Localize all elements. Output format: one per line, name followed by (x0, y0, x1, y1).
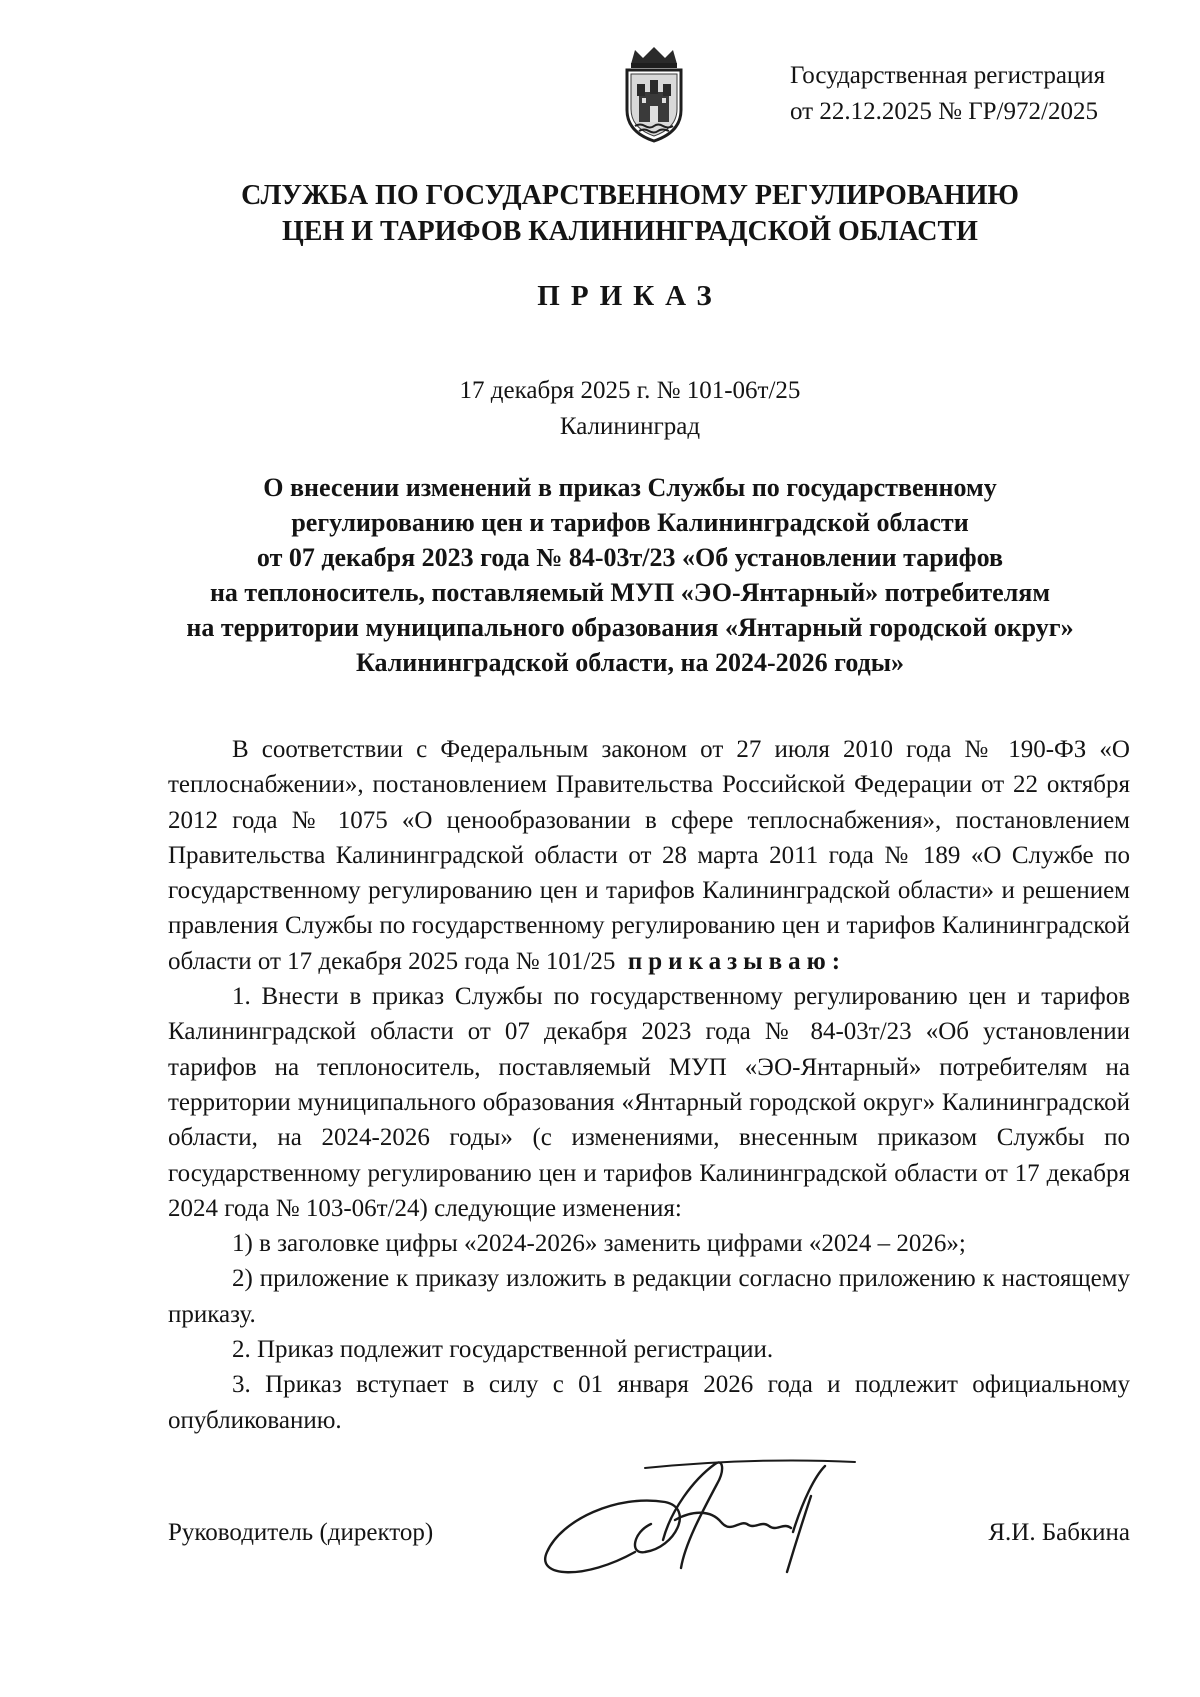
title-line: Калининградской области, на 2024-2026 годы» (355, 648, 905, 677)
organization-line-1: СЛУЖБА ПО ГОСУДАРСТВЕННОМУ РЕГУЛИРОВАНИЮ (241, 180, 1019, 211)
order-item: 2. Приказ подлежит государственной регистрации. (232, 1336, 774, 1364)
order-item: 3. Приказ вступает в силу с 01 января 2026 года и подлежит официальному опубликованию. (168, 1371, 1130, 1434)
signatory-name: Я.И. Бабкина (988, 1519, 1130, 1546)
handwritten-signature (525, 1440, 885, 1590)
order-title (130, 470, 1130, 680)
preamble-text: В соответствии с Федеральным законом от 27 июля 2010 года № 190-ФЗ «О теплоснабжении», постановлением Правительства Российской Федерации от 22 октября 2012 года № 1075 «О ценообразовании в сфере теплоснабжения», постановлением Правительства Калининградской области от 28 марта 2011 года № 189 «О Службе по государственному регулированию цен и тарифов Калининградской области» и решением правления Службы по государственному регулированию цен и тарифов Калининградской области от 17 декабря 2025 года № 101/25 (168, 736, 1130, 975)
order-date-number-block (130, 373, 1130, 445)
coat-of-arms-icon (617, 44, 691, 144)
signatory-role: Руководитель (директор) (168, 1519, 434, 1546)
title-line: регулированию цен и тарифов Калининградской области (291, 508, 969, 537)
order-item: 1) в заголовке цифры «2024-2026» заменить цифрами «2024 – 2026»; (232, 1230, 966, 1258)
title-line: от 07 декабря 2023 года № 84-03т/23 «Об установлении тарифов (256, 543, 1004, 572)
title-line: на теплоноситель, поставляемый МУП «ЭО-Янтарный» потребителям (209, 578, 1051, 607)
order-date-number: 17 декабря 2025 г. № 101-06т/25 (459, 377, 801, 404)
order-item: 2) приложение к приказу изложить в редакции согласно приложению к настоящему приказу. (168, 1265, 1130, 1328)
organization-name (130, 178, 1130, 250)
state-registration-note (790, 58, 1170, 130)
preamble-paragraph (168, 732, 1130, 979)
title-line: на территории муниципального образования «Янтарный городской округ» (186, 613, 1074, 642)
order-item: 1. Внести в приказ Службы по государственному регулированию цен и тарифов Калининградской области от 07 декабря 2023 года № 84-03т/23 «Об установлении тарифов на теплоноситель, поставляемый МУП «ЭО-Янтарный» потребителям на территории муниципального образования «Янтарный городской округ» Калининградской области, на 2024-2026 годы» (с изменениями, внесенным приказом Службы по государственному регулированию цен и тарифов Калининградской области от 17 декабря 2024 года № 103-06т/24) следующие изменения: (168, 983, 1130, 1222)
document-type: ПРИКАЗ (537, 280, 723, 312)
order-city: Калининград (559, 413, 701, 440)
title-line: О внесении изменений в приказ Службы по государственному (263, 473, 997, 502)
registration-line-1: Государственная регистрация (790, 62, 1106, 89)
order-body (168, 732, 1130, 1438)
registration-line-2: от 22.12.2025 № ГР/972/2025 (790, 98, 1098, 125)
organization-line-2: ЦЕН И ТАРИФОВ КАЛИНИНГРАДСКОЙ ОБЛАСТИ (282, 216, 978, 247)
order-word: приказываю: (627, 947, 847, 975)
